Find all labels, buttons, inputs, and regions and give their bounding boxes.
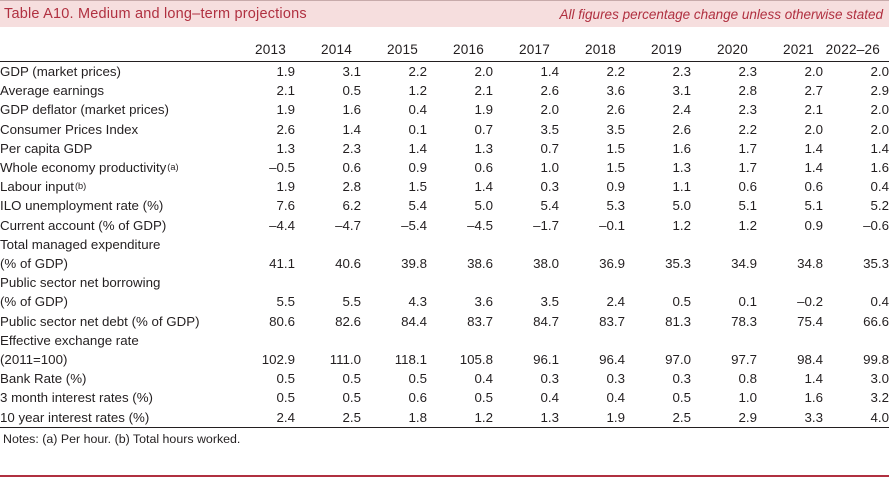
column-header-2015: 2015: [386, 42, 418, 57]
table-head: [0, 27, 889, 62]
table-cell: 0.5: [474, 390, 493, 406]
table-cell: [757, 331, 823, 350]
table-cell: 2.4: [672, 102, 691, 118]
table-cell: 1.3: [474, 140, 493, 156]
table-row: [0, 292, 889, 311]
table-cell: 34.9: [731, 256, 757, 272]
table-cell: [625, 331, 691, 350]
column-header-2016: 2016: [452, 42, 484, 57]
table-cell: 1.4: [804, 140, 823, 156]
table-cell: 2.4: [276, 409, 295, 425]
table-cell: 0.3: [540, 371, 559, 387]
table-cell: 7.6: [276, 198, 295, 214]
table-cell: 1.9: [276, 179, 295, 195]
column-header-2019: 2019: [650, 42, 682, 57]
table-cell: 0.8: [738, 371, 757, 387]
table-cell: 83.7: [599, 313, 625, 329]
table-body: [0, 62, 889, 428]
table-cell: [295, 331, 361, 350]
table-cell: 0.5: [342, 83, 361, 99]
table-cell: [757, 273, 823, 292]
table-cell: 2.0: [804, 121, 823, 137]
table-row: [0, 196, 889, 215]
table-cell: 83.7: [467, 313, 493, 329]
table-cell: [559, 235, 625, 254]
table-cell: 5.0: [672, 198, 691, 214]
table-cell: 3.6: [606, 83, 625, 99]
table-cell: [691, 273, 757, 292]
table-cell: [691, 235, 757, 254]
table-cell: 5.5: [342, 294, 361, 310]
column-header-2014: 2014: [320, 42, 352, 57]
table-cell: 2.3: [342, 140, 361, 156]
table-cell: 1.5: [606, 160, 625, 176]
table-cell: 5.4: [408, 198, 427, 214]
table-cell: 0.6: [408, 390, 427, 406]
projections-table: [0, 27, 889, 428]
table-cell: 2.6: [672, 121, 691, 137]
table-cell: 2.8: [342, 179, 361, 195]
row-label: Effective exchange rate: [0, 332, 139, 348]
column-header-2021: 2021: [782, 42, 814, 57]
table-cell: [493, 273, 559, 292]
table-cell: 1.4: [804, 160, 823, 176]
table-row: [0, 158, 889, 177]
table-cell: [361, 331, 427, 350]
table-cell: 1.6: [870, 160, 889, 176]
table-cell: 84.7: [533, 313, 559, 329]
table-cell: 1.7: [738, 140, 757, 156]
table-cell: 2.2: [606, 64, 625, 79]
table-cell: 2.3: [672, 64, 691, 79]
table-cell: 0.6: [804, 179, 823, 195]
table-cell: 111.0: [329, 352, 361, 368]
table-cell: [823, 235, 889, 254]
table-cell: [559, 273, 625, 292]
table-cell: 0.4: [870, 294, 889, 310]
table-cell: 35.3: [863, 256, 889, 272]
table-cell: 66.6: [863, 313, 889, 329]
table-cell: [361, 273, 427, 292]
table-cell: 2.0: [870, 64, 889, 79]
table-cell: 2.6: [606, 102, 625, 118]
table-cell: 1.4: [408, 140, 427, 156]
row-label: Whole economy productivity$^{(a)}$: [0, 160, 179, 176]
table-row: [0, 369, 889, 388]
table-cell: 78.3: [731, 313, 757, 329]
table-cell: 0.5: [408, 371, 427, 387]
table-cell: 2.0: [870, 102, 889, 118]
table-cell: 1.4: [342, 121, 361, 137]
table-cell: 36.9: [599, 256, 625, 272]
table-cell: 1.3: [540, 409, 559, 425]
table-cell: 96.1: [533, 352, 559, 368]
units-note: All figures percentage change unless otherwise stated: [559, 6, 883, 22]
table-cell: [295, 235, 361, 254]
table-cell: 1.2: [738, 217, 757, 233]
table-cell: [757, 235, 823, 254]
footnote-marker: (a): [167, 162, 179, 173]
table-cell: 98.4: [797, 352, 823, 368]
column-header-blank: [0, 27, 229, 61]
table-cell: 2.1: [474, 83, 493, 99]
table-cell: 1.5: [408, 179, 427, 195]
table-row: [0, 100, 889, 119]
table-cell: 5.1: [738, 198, 757, 214]
table-cell: [361, 235, 427, 254]
table-cell: 0.3: [672, 371, 691, 387]
table-row: [0, 81, 889, 100]
table-cell: 2.9: [738, 409, 757, 425]
row-label: GDP deflator (market prices): [0, 102, 169, 118]
table-cell: 1.3: [276, 140, 295, 156]
table-cell: 0.4: [474, 371, 493, 387]
footnote-marker: (b): [74, 181, 87, 192]
column-header-2020: 2020: [716, 42, 748, 57]
table-cell: 1.4: [804, 371, 823, 387]
table-cell: 1.9: [606, 409, 625, 425]
table-cell: 3.2: [870, 390, 889, 406]
table-cell: 97.7: [731, 352, 757, 368]
table-cell: –1.7: [533, 217, 559, 233]
table-row: [0, 350, 889, 369]
table-cell: 0.9: [804, 217, 823, 233]
table-cell: 3.5: [606, 121, 625, 137]
table-cell: 0.9: [408, 160, 427, 176]
column-header-2017: 2017: [518, 42, 550, 57]
table-cell: [427, 235, 493, 254]
table-cell: 1.6: [342, 102, 361, 118]
table-cell: 4.3: [408, 294, 427, 310]
table-cell: 97.0: [665, 352, 691, 368]
table-cell: 2.1: [804, 102, 823, 118]
table-cell: 0.6: [342, 160, 361, 176]
table-cell: [691, 331, 757, 350]
table-cell: 2.2: [738, 121, 757, 137]
table-cell: 0.6: [474, 160, 493, 176]
table-cell: 2.9: [870, 83, 889, 99]
column-header-2022-26: 2022–26: [825, 42, 880, 57]
table-cell: 41.1: [269, 256, 295, 272]
table-cell: [229, 273, 295, 292]
table-cell: [295, 273, 361, 292]
table-cell: 102.9: [261, 352, 295, 368]
table-cell: 1.7: [738, 160, 757, 176]
table-cell: 1.2: [408, 83, 427, 99]
table-cell: 3.5: [540, 294, 559, 310]
table-cell: 1.2: [474, 409, 493, 425]
table-cell: 1.0: [738, 390, 757, 406]
table-cell: 0.3: [540, 179, 559, 195]
table-cell: 3.6: [474, 294, 493, 310]
table-cell: [229, 235, 295, 254]
table-cell: 1.9: [474, 102, 493, 118]
table-cell: 0.5: [672, 294, 691, 310]
table-cell: 0.1: [738, 294, 757, 310]
table-cell: 1.2: [672, 217, 691, 233]
row-label: ILO unemployment rate (%): [0, 198, 164, 214]
table-cell: 1.9: [276, 64, 295, 79]
table-cell: [229, 331, 295, 350]
column-header-2018: 2018: [584, 42, 616, 57]
table-cell: 2.5: [672, 409, 691, 425]
table-header-band: [0, 0, 889, 27]
table-row: [0, 254, 889, 273]
table-cell: 81.3: [665, 313, 691, 329]
row-label: Labour input$^{(b)}$: [0, 179, 87, 195]
table-row: [0, 273, 889, 292]
table-cell: –5.4: [401, 217, 427, 233]
table-cell: 2.3: [738, 102, 757, 118]
table-cell: 3.0: [870, 371, 889, 387]
table-cell: [427, 273, 493, 292]
table-cell: 2.4: [606, 294, 625, 310]
row-label: Bank Rate (%): [0, 371, 87, 387]
table-cell: 1.4: [540, 64, 559, 79]
table-cell: 2.0: [540, 102, 559, 118]
table-cell: 0.4: [870, 179, 889, 195]
table-cell: 0.1: [408, 121, 427, 137]
table-cell: 5.5: [276, 294, 295, 310]
table-row: [0, 177, 889, 196]
table-cell: 5.1: [804, 198, 823, 214]
row-label: 10 year interest rates (%): [0, 409, 150, 425]
table-cell: 0.5: [276, 371, 295, 387]
row-label: Total managed expenditure: [0, 236, 161, 252]
row-label: Per capita GDP: [0, 140, 93, 156]
header-row: [0, 27, 889, 61]
table-cell: 105.8: [459, 352, 493, 368]
table-cell: 0.5: [672, 390, 691, 406]
table-cell: 0.6: [738, 179, 757, 195]
table-cell: 2.0: [474, 64, 493, 79]
table-cell: 75.4: [797, 313, 823, 329]
table-cell: 38.6: [467, 256, 493, 272]
table-cell: 2.7: [804, 83, 823, 99]
table-cell: 1.6: [672, 140, 691, 156]
table-row: [0, 120, 889, 139]
table-cell: 5.3: [606, 198, 625, 214]
table-cell: 5.4: [540, 198, 559, 214]
row-label: Public sector net borrowing: [0, 275, 161, 291]
table-cell: 3.5: [540, 121, 559, 137]
table-row: [0, 408, 889, 428]
table-cell: 1.8: [408, 409, 427, 425]
table-cell: –4.4: [269, 217, 295, 233]
row-label: Average earnings: [0, 83, 104, 99]
table-cell: 2.8: [738, 83, 757, 99]
row-label: 3 month interest rates (%): [0, 390, 153, 406]
table-notes: Notes: (a) Per hour. (b) Total hours worked.: [3, 431, 241, 446]
table-cell: –0.2: [797, 294, 823, 310]
table-cell: 6.2: [342, 198, 361, 214]
table-cell: 39.8: [401, 256, 427, 272]
table-cell: [823, 273, 889, 292]
table-cell: 2.2: [408, 64, 427, 79]
row-label: Consumer Prices Index: [0, 121, 139, 137]
table-row: [0, 331, 889, 350]
table-cell: 0.9: [606, 179, 625, 195]
table-cell: [625, 235, 691, 254]
table-cell: [493, 235, 559, 254]
table-cell: 3.3: [804, 409, 823, 425]
table-cell: 0.5: [342, 371, 361, 387]
table-cell: 4.0: [870, 409, 889, 425]
table-cell: 0.5: [342, 390, 361, 406]
table-cell: 1.0: [540, 160, 559, 176]
table-row: [0, 388, 889, 407]
table-cell: 2.6: [540, 83, 559, 99]
table-cell: 99.8: [863, 352, 889, 368]
table-cell: 82.6: [335, 313, 361, 329]
table-cell: 1.1: [672, 179, 691, 195]
table-cell: [625, 273, 691, 292]
table-cell: 2.1: [276, 83, 295, 99]
table-row: [0, 312, 889, 331]
table-cell: [427, 331, 493, 350]
table-cell: 0.4: [540, 390, 559, 406]
table-cell: 80.6: [269, 313, 295, 329]
table-cell: [559, 331, 625, 350]
table-cell: 2.0: [804, 64, 823, 79]
row-label: Current account (% of GDP): [0, 217, 167, 233]
table-cell: 1.3: [672, 160, 691, 176]
table-cell: 1.4: [474, 179, 493, 195]
table-cell: 2.0: [870, 121, 889, 137]
table-cell: 5.0: [474, 198, 493, 214]
table-cell: 0.7: [474, 121, 493, 137]
table-cell: 3.1: [342, 64, 361, 79]
table-cell: 1.5: [606, 140, 625, 156]
row-label: (% of GDP): [0, 294, 68, 310]
table-cell: 0.4: [606, 390, 625, 406]
table-cell: –4.7: [335, 217, 361, 233]
table-cell: 3.1: [672, 83, 691, 99]
table-cell: –0.5: [269, 160, 295, 176]
table-cell: 2.3: [738, 64, 757, 79]
table-cell: 5.2: [870, 198, 889, 214]
page-title: Table A10. Medium and long–term projections: [4, 6, 307, 22]
table-row: [0, 62, 889, 82]
table-cell: 40.6: [335, 256, 361, 272]
table-row: [0, 139, 889, 158]
table-cell: 84.4: [401, 313, 427, 329]
table-cell: 1.6: [804, 390, 823, 406]
table-cell: 118.1: [394, 352, 427, 368]
table-cell: –4.5: [467, 217, 493, 233]
table-row: [0, 216, 889, 235]
table-cell: 34.8: [797, 256, 823, 272]
table-row: [0, 235, 889, 254]
table-cell: 0.4: [408, 102, 427, 118]
table-cell: [823, 331, 889, 350]
row-label: (% of GDP): [0, 256, 68, 272]
row-label: Public sector net debt (% of GDP): [0, 313, 200, 329]
table-cell: 35.3: [665, 256, 691, 272]
table-cell: 1.9: [276, 102, 295, 118]
table-cell: 2.6: [276, 121, 295, 137]
table-cell: 96.4: [599, 352, 625, 368]
table-cell: 0.3: [606, 371, 625, 387]
table-cell: –0.1: [599, 217, 625, 233]
row-label: (2011=100): [0, 352, 68, 368]
table-cell: 38.0: [533, 256, 559, 272]
table-cell: –0.6: [863, 217, 889, 233]
column-header-2013: 2013: [254, 42, 286, 57]
table-cell: 0.5: [276, 390, 295, 406]
table-cell: 1.4: [870, 140, 889, 156]
row-label: GDP (market prices): [0, 64, 121, 79]
table-cell: 2.5: [342, 409, 361, 425]
table-cell: 0.7: [540, 140, 559, 156]
table-cell: [493, 331, 559, 350]
